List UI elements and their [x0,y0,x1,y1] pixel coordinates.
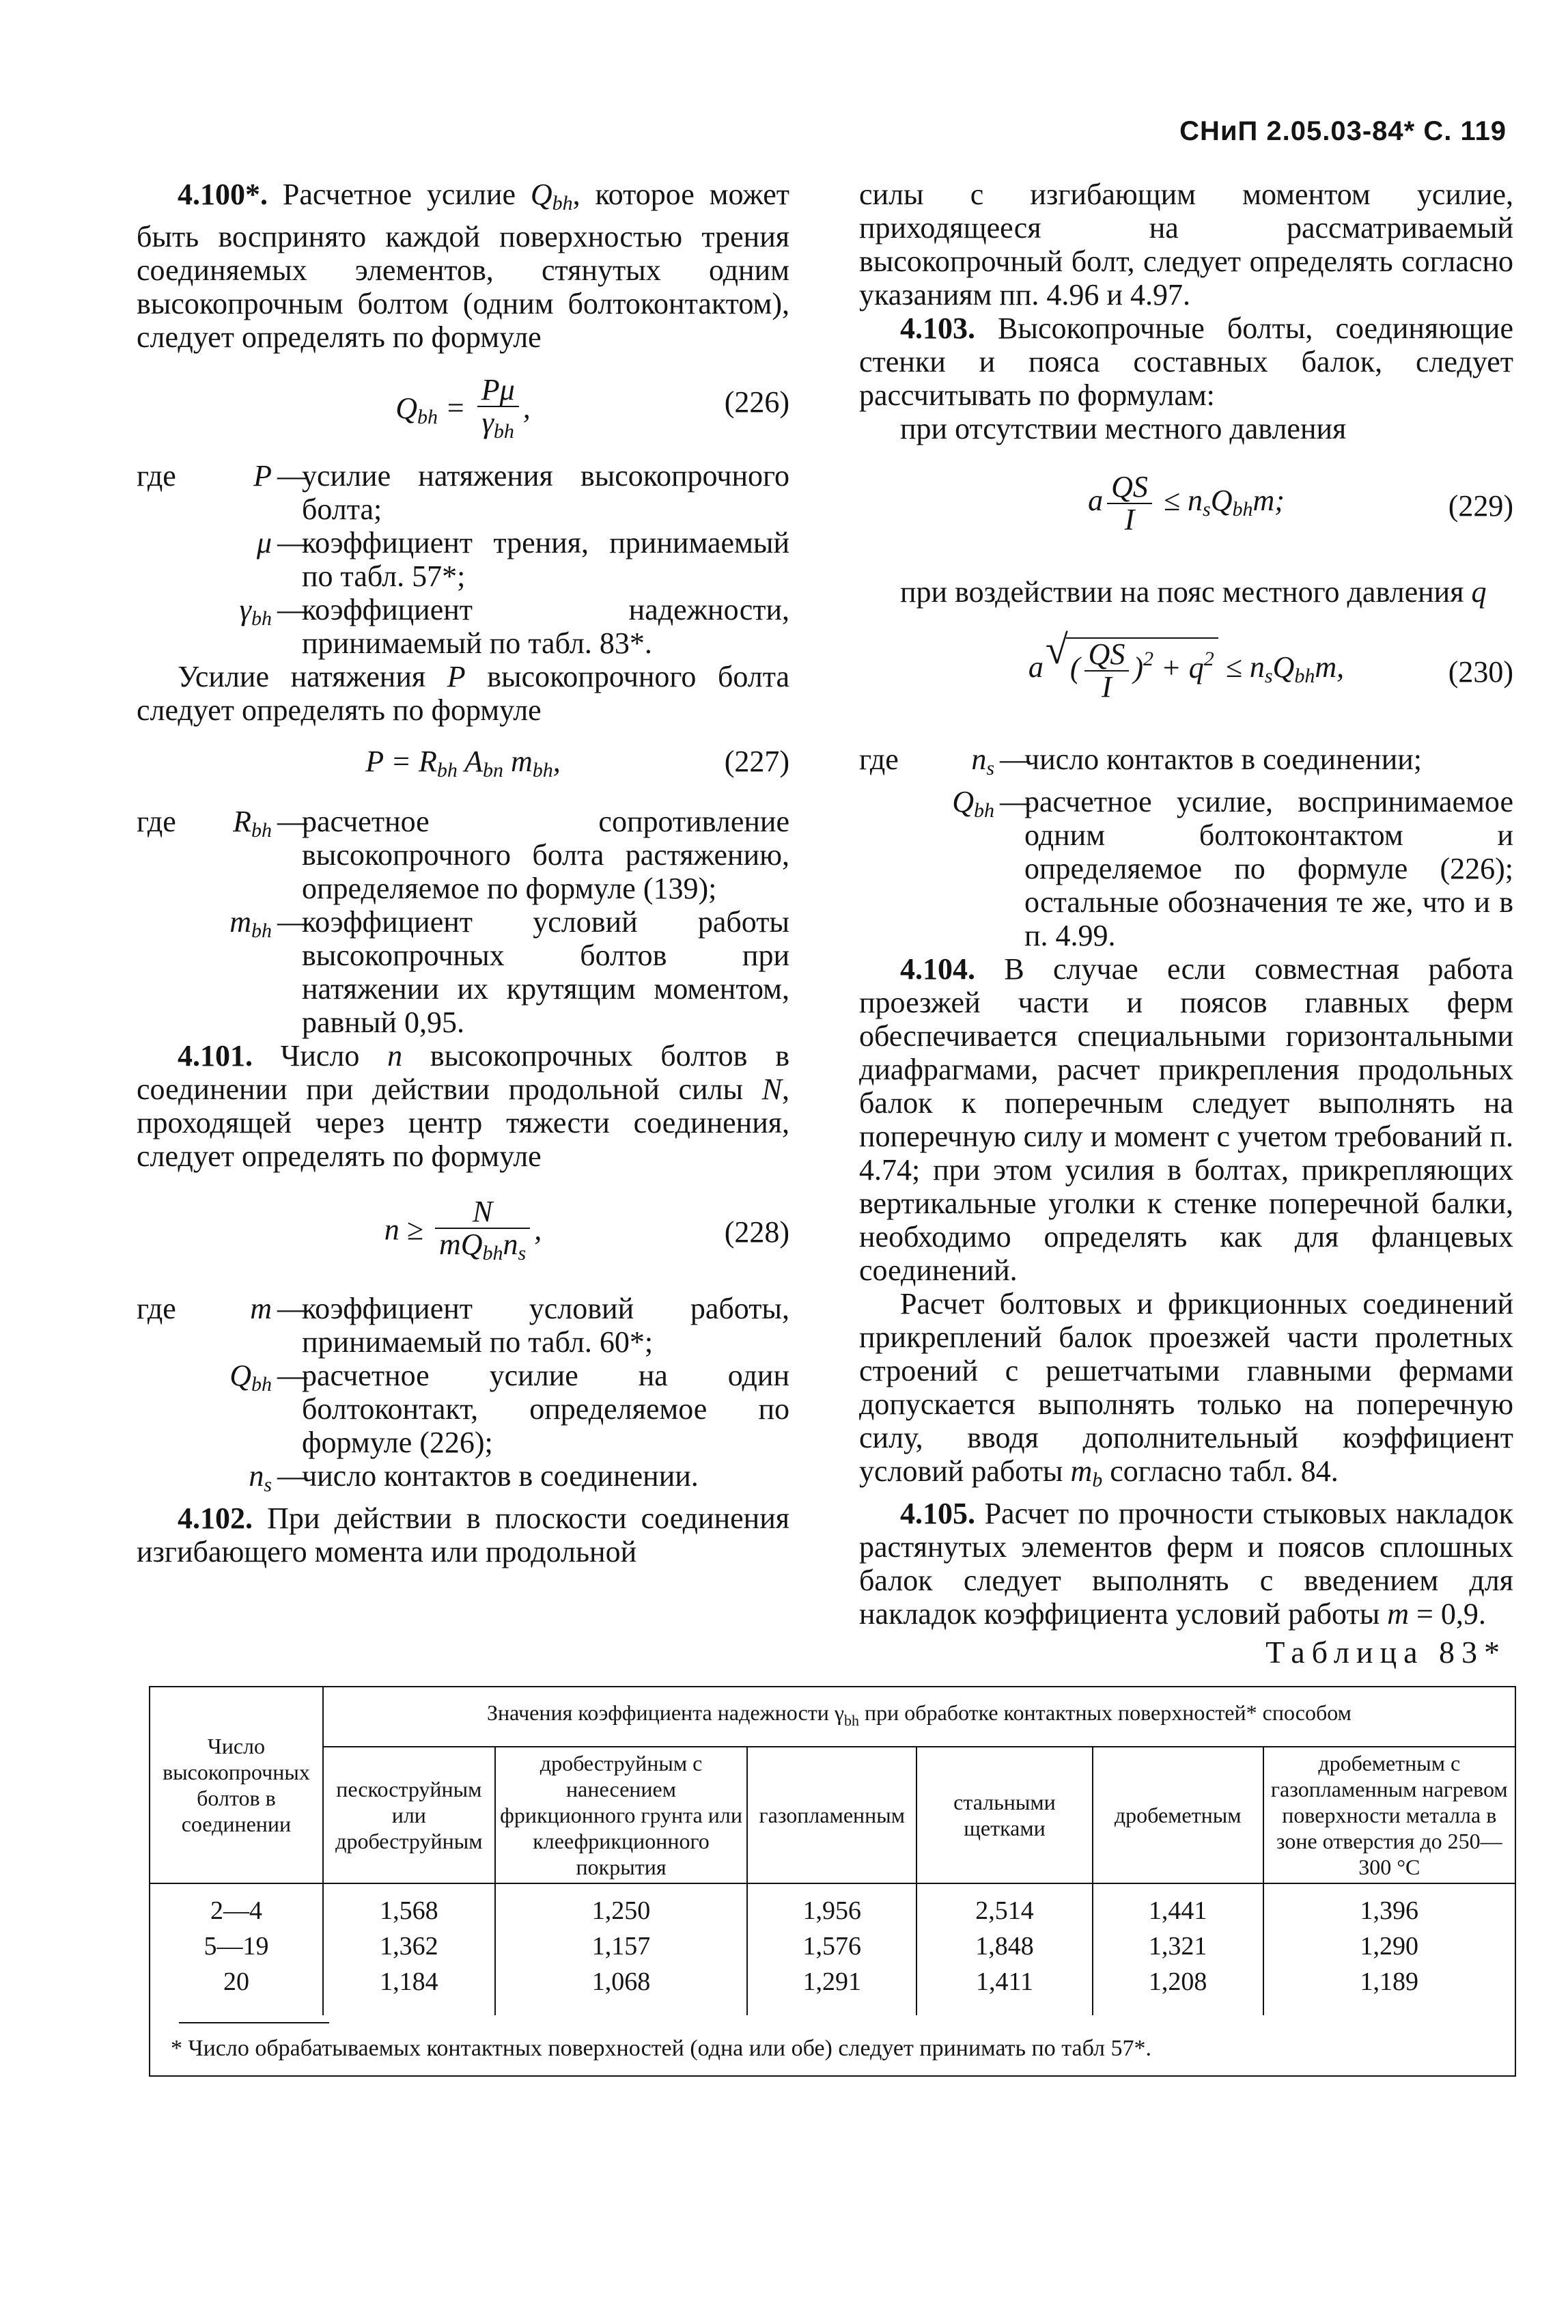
formula-226: $Q_{bh}$ = $\frac{P\mu}{\gamma_{bh}}$ , (226) [395,373,789,443]
paragraph-4-102-cont: силы с изгибающим моментом усилие, приходящееся на рассматриваемый высокопрочный болт, следует определять согласно указаниям пп. 4.96 и 4.97. [859,178,1513,312]
formula-number: (226) [724,385,789,419]
paragraph-4-105: 4.105. Расчет по прочности стыковых накладок растянутых элементов ферм и поясов сплошных балок следует выполнять с введением для накладок коэффициента условий работы m = 0,9. [859,1497,1513,1631]
condition-no-local: при отсутствии местного давления [900,412,1347,445]
table-title: Таблица 83* [1265,1635,1507,1670]
condition-with-local: при воздействии на пояс местного давления q [900,575,1487,609]
table-header-bolts: Число высокопрочных болтов в соединении [150,1687,323,1883]
reliability-coefficient-table [149,1686,1516,2077]
table-group-header: Значения коэффициента надежности $\gamma_{bh}$ при обработке контактных поверхностей* способом [323,1687,1515,1747]
paragraph-4-101: 4.101. Число n высокопрочных болтов в соединении при действии продольной силы N, проходящей через центр тяжести соединения, следует определять по формуле [137,1039,789,1173]
definitions-229-230: где $n_s$ — число контактов в соединении; $Q_{bh}$ — расчетное усилие, воспринимаемое одним болтоконтактом и определяемое по формуле (226); остальные обозначения те же, что и в п. 4.99. [859,743,1513,952]
left-column [137,178,789,1568]
table-header-col-6: дробеметным с газопламенным нагревом поверхности металла в зоне отверстия до 250—300 °С [1263,1747,1515,1883]
table-header-col-5: дробеметным [1093,1747,1263,1883]
table-header-col-2: дробеструйным с нанесением фрикционного грунта или клеефрикционного покрытия [495,1747,748,1883]
formula-229: a $\frac{QS}{I}$ ≤ $n_sQ_{bh}m$; (229) [1088,470,1513,536]
table-row: 20 1,184 1,068 1,291 1,411 1,208 1,189 [150,1963,1515,2015]
formula-227: $P = R_{bh}$ $A_{bn}$ $m_{bh}$, (227) [365,745,789,781]
formula-230: a √ ( $\frac{QS}{I}$ )$^2 + q^2 \le n_sQ_{bh}m$, (230) [859,618,1513,728]
paragraph-4-102: 4.102. При действии в плоскости соединения изгибающего момента или продольной [137,1502,789,1568]
paragraph-calc: Расчет болтовых и фрикционных соединений прикреплений балок проезжей части пролетных строений с решетчатыми главными фермами допускается выполнять только на поперечную силу, вводя дополнительный коэффициент условий работы $m_b$ согласно табл. 84. [859,1287,1513,1491]
right-column [859,178,1513,1631]
formula-number: (229) [1448,489,1513,523]
formula-228: n ≥ $\frac{N}{mQ_{bh}n_s}$ , (228) [384,1195,789,1264]
table-header-col-1: пескоструйным или дробеструйным [323,1747,495,1883]
paragraph-tension: Усилие натяжения P высокопрочного болта следует определять по формуле [137,660,790,727]
paragraph-4-103: 4.103. Высокопрочные болты, соединяющие стенки и пояса составных балок, следует рассчитывать по формулам: [859,312,1513,412]
formula-number: (230) [1448,655,1513,689]
table-header-col-3: газопламенным [747,1747,916,1883]
paragraph-4-100: 4.100*. Расчетное усилие $Q_{bh}$, которое может быть воспринято каждой поверхностью трения соединяемых элементов, стянутых одним высокопрочным болтом (одним болтоконтактом), следует определять по формуле [137,178,789,354]
formula-number: (228) [724,1215,789,1249]
table-row: 5—19 1,362 1,157 1,576 1,848 1,321 1,290 [150,1928,1515,1963]
table-footnote: * Число обрабатываемых контактных поверхностей (одна или обе) следует принимать по табл 57*. [150,2015,1515,2076]
page-header: СНиП 2.05.03-84* С. 119 [1179,116,1507,146]
definitions-226: где P — усилие натяжения высокопрочного болта; μ — коэффициент трения, принимаемый по табл. 57*; $\gamma_{bh}$ — коэффициент надежности, принимаемый по табл. 83*. [137,459,789,660]
formula-number: (227) [724,745,789,778]
footnote-rule [179,2022,329,2023]
definitions-227: где $R_{bh}$ — расчетное сопротивление высокопрочного болта растяжению, определяемое по формуле (139); $m_{bh}$ — коэффициент условий работы высокопрочных болтов при натяжении их крутящим моментом, равный 0,95. [137,805,789,1039]
table-row: 2—4 1,568 1,250 1,956 2,514 1,441 1,396 [150,1883,1515,1928]
paragraph-4-104: 4.104. В случае если совместная работа проезжей части и поясов главных ферм обеспечивается специальными горизонтальными диафрагмами, расчет прикрепления продольных балок к поперечным следует выполнять на поперечную силу и момент с учетом требований п. 4.74; при этом усилия в болтах, прикрепляющих вертикальные уголки к стенке поперечной балки, необходимо определять как для фланцевых соединений. [859,952,1513,1287]
definitions-228: где m — коэффициент условий работы, принимаемый по табл. 60*; $Q_{bh}$ — расчетное усилие на один болтоконтакт, определяемое по формуле (226); $n_s$ — число контактов в соединении. [137,1292,789,1496]
table-header-col-4: стальными щетками [916,1747,1093,1883]
